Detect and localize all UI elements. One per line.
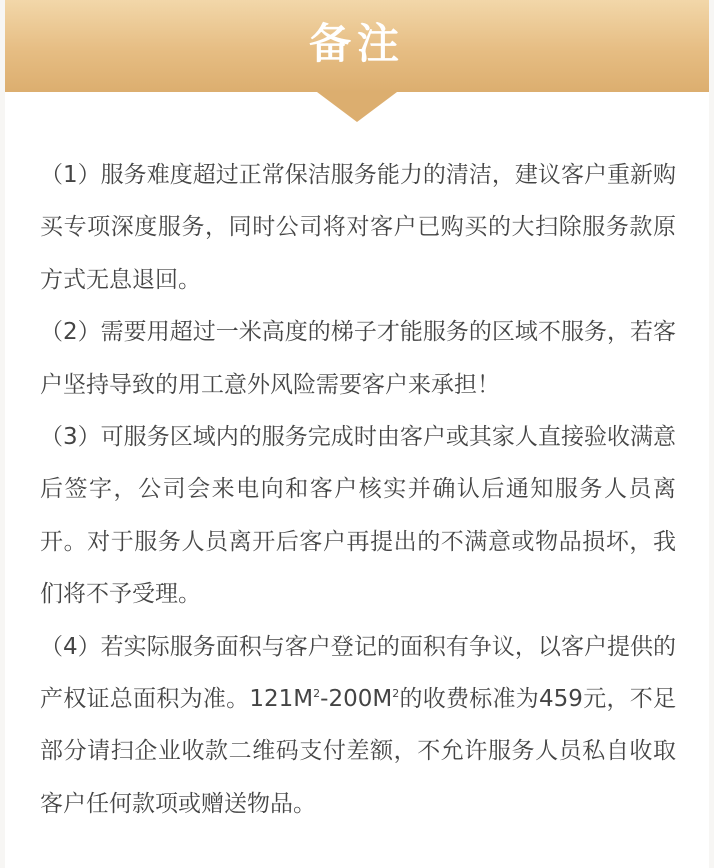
header-notch [317, 92, 397, 122]
note-4 [40, 621, 676, 831]
note-4-superscript-b: 2 [392, 687, 400, 701]
page-title: 备注 [308, 19, 405, 68]
note-4-superscript-a: 2 [313, 687, 321, 701]
note-3: （3）可服务区域内的服务完成时由客户或其家人直接验收满意后签字，公司会来电向和客户核实并确认后通知服务人员离开。对于服务人员离开后客户再提出的不满意或物品损坏，我们将不予受理。 [40, 424, 676, 608]
note-2: （2）需要用超过一米高度的梯子才能服务的区域不服务，若客户坚持导致的用工意外风险需要客户来承担！ [40, 319, 676, 398]
note-4-text-a: （4）若实际服务面积与客户登记的面积有争议，以客户提供的产权证总面积为准。121M [40, 633, 676, 713]
header-banner [5, 0, 709, 92]
note-4-text-c: 的收费标准为459元，不足部分请扫企业收款二维码支付差额，不允许服务人员私自收取客户任何款项或赠送物品。 [40, 686, 677, 817]
note-1: （1）服务难度超过正常保洁服务能力的清洁，建议客户重新购买专项深度服务，同时公司将对客户已购买的大扫除服务款原方式无息退回。 [40, 162, 676, 293]
note-4-text-b: -200M [320, 686, 393, 713]
notes-body [40, 149, 676, 830]
